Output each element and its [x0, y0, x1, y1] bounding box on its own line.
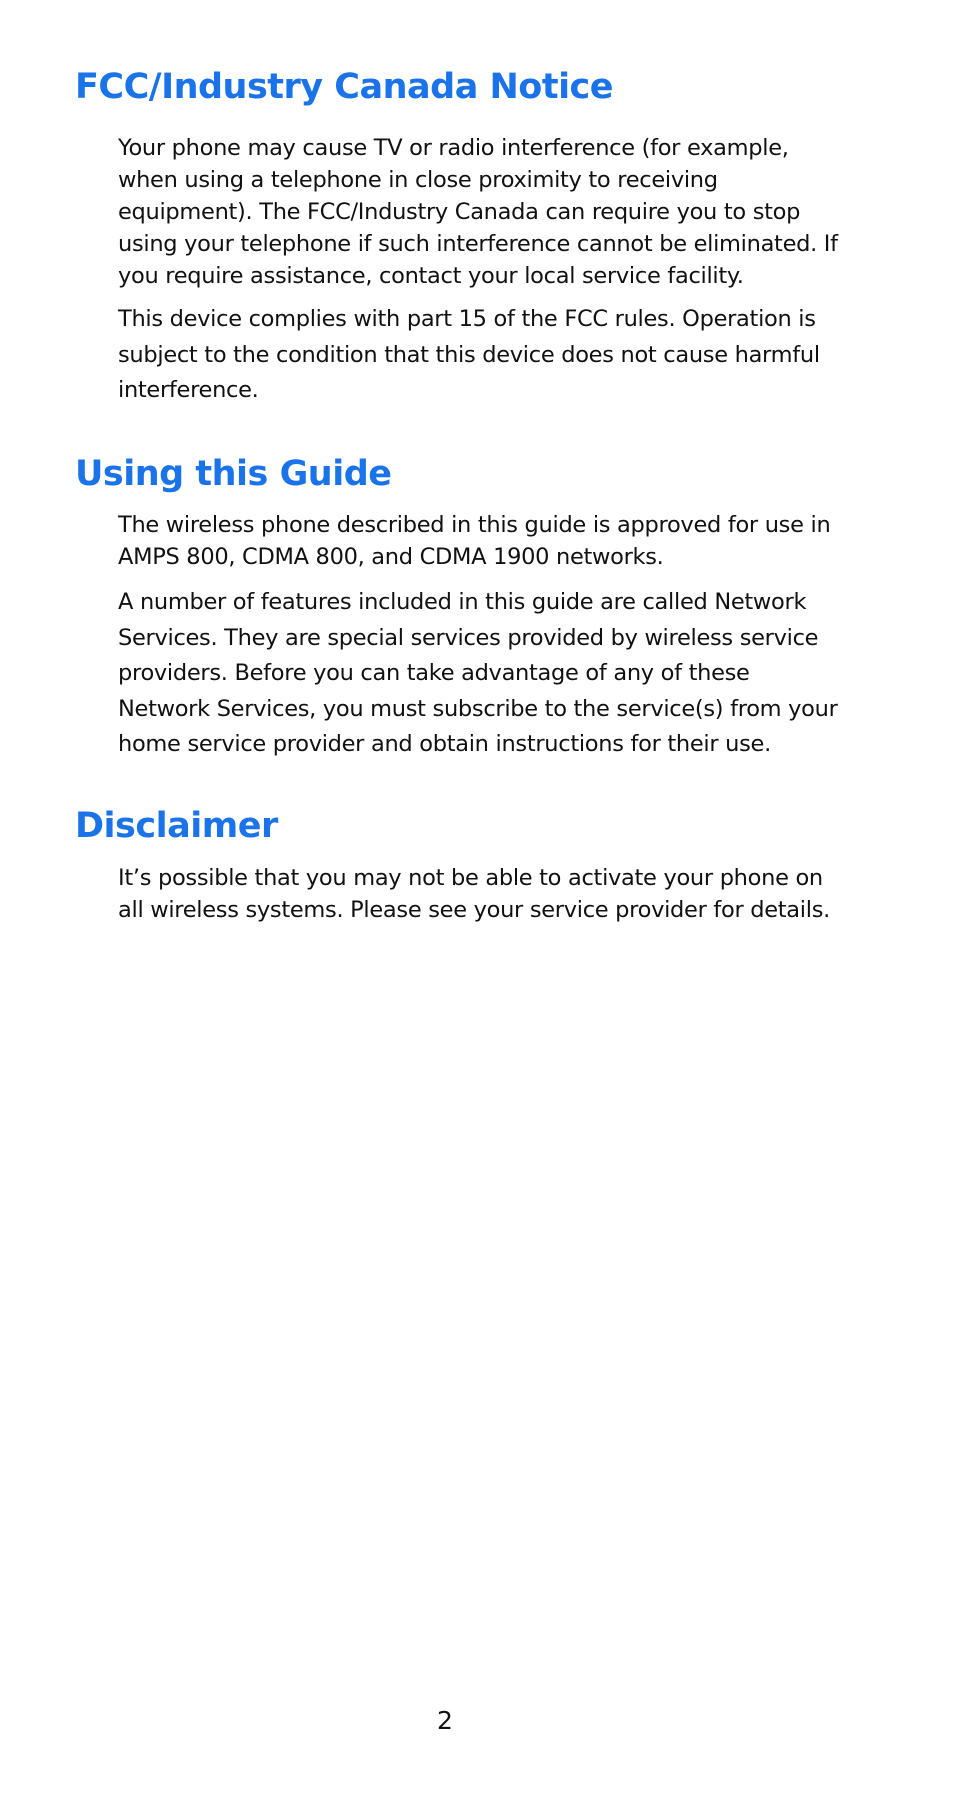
- fcc-part15-paragraph: This device complies with part 15 of the FCC rules. Operation is subject to the condition that this device does not cause harmful interference.: [118, 306, 820, 403]
- disclaimer-paragraph: It’s possible that you may not be able to activate your phone on all wireless systems. Please see your service provider for details.: [118, 865, 830, 923]
- section-heading-disclaimer: Disclaimer: [75, 806, 278, 846]
- section-heading-fcc-notice: FCC/Industry Canada Notice: [75, 67, 614, 107]
- page-number: 2: [437, 1706, 453, 1735]
- guide-network-services-paragraph: A number of features included in this guide are called Network Services. They are special services provided by wireless service providers. Before you can take advantage of any of these Network Services, you must subscribe to the service(s) from your home service provider and obtain instructions for their use.: [118, 589, 838, 757]
- fcc-interference-paragraph: Your phone may cause TV or radio interference (for example, when using a telephone in close proximity to receiving equipment). The FCC/Industry Canada can require you to stop using your telephone if such interference cannot be eliminated. If you require assistance, contact your local service facility.: [118, 135, 838, 289]
- section-heading-using-guide: Using this Guide: [75, 454, 392, 494]
- guide-networks-paragraph: The wireless phone described in this guide is approved for use in AMPS 800, CDMA 800, and CDMA 1900 networks.: [118, 512, 831, 570]
